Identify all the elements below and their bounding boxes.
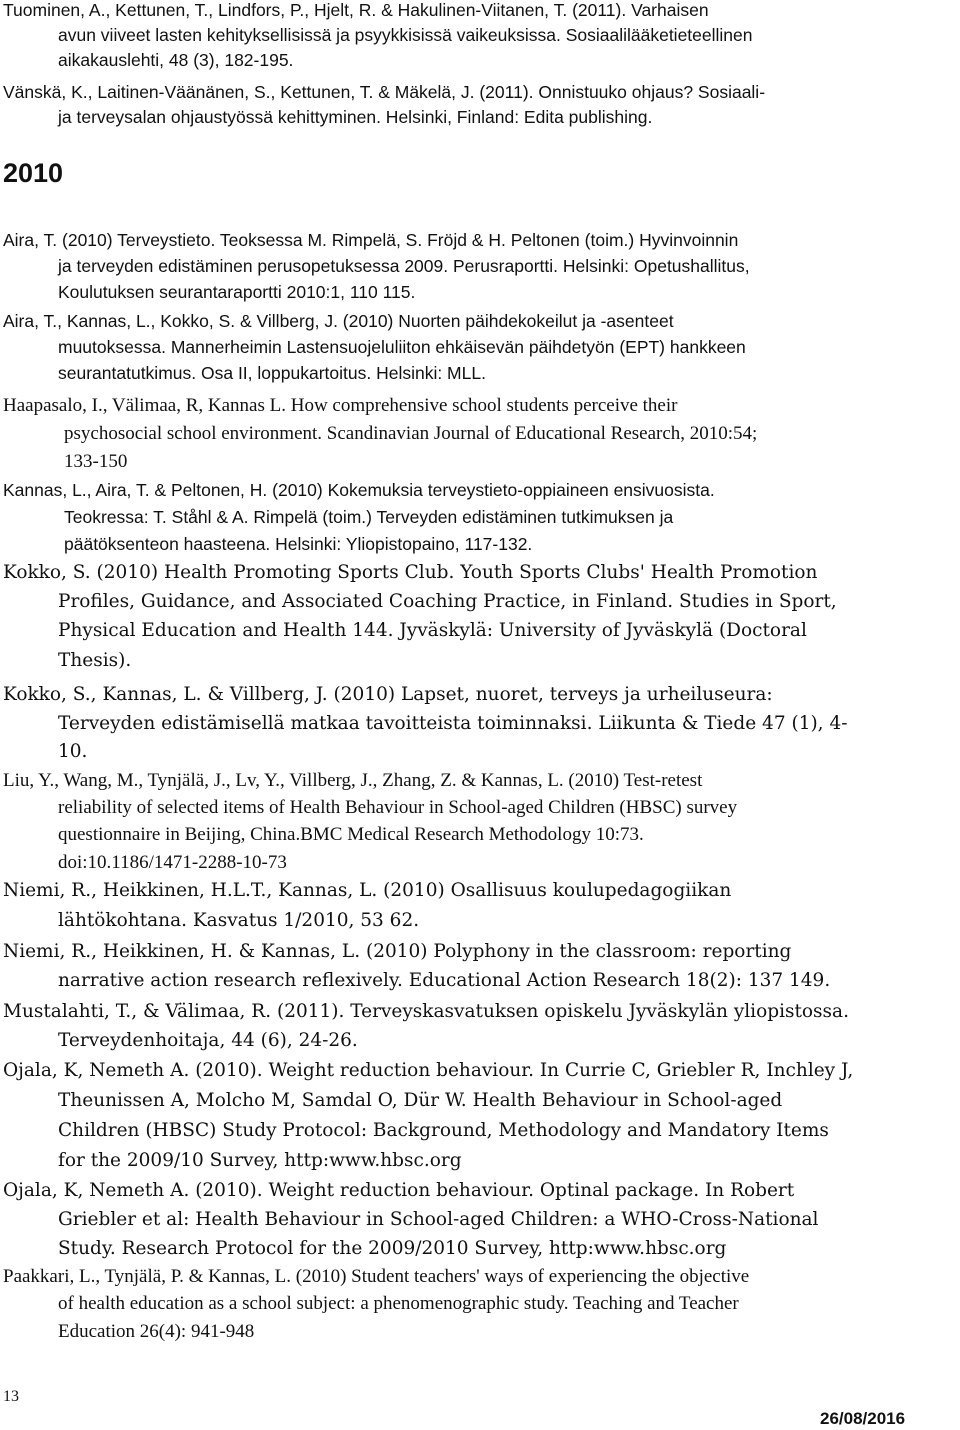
reference-line: ja terveyden edistäminen perusopetuksessa 2009. Perusraportti. Helsinki: Opetushallitus,	[58, 256, 750, 276]
reference-line: seurantatutkimus. Osa II, loppukartoitus. Helsinki: MLL.	[58, 363, 486, 383]
reference-line: muutoksessa. Mannerheimin Lastensuojeluliiton ehkäisevän päihdetyön (EPT) hankkeen	[58, 337, 746, 357]
reference-line: Education 26(4): 941-948	[58, 1321, 255, 1342]
reference-line: lähtökohtana. Kasvatus 1/2010, 53 62.	[58, 910, 420, 931]
reference-line: aikakauslehti, 48 (3), 182-195.	[58, 50, 294, 70]
reference-line: Teokressa: T. Ståhl & A. Rimpelä (toim.) Terveyden edistäminen tutkimuksen ja	[64, 507, 674, 527]
reference-line: Tuominen, A., Kettunen, T., Lindfors, P., Hjelt, R. & Hakulinen-Viitanen, T. (2011). Varhaisen	[3, 0, 709, 20]
reference-line: questionnaire in Beijing, China.BMC Medical Research Methodology 10:73.	[58, 824, 644, 845]
reference-line: Kokko, S., Kannas, L. & Villberg, J. (2010) Lapset, nuoret, terveys ja urheiluseura:	[3, 684, 773, 705]
reference-line: Vänskä, K., Laitinen-Väänänen, S., Kettunen, T. & Mäkelä, J. (2011). Onnistuuko ohjaus? Sosiaali-	[3, 82, 766, 102]
reference-line: 10.	[58, 741, 88, 762]
reference-line: Haapasalo, I., Välimaa, R, Kannas L. How comprehensive school students perceive their	[3, 395, 678, 416]
reference-line: Thesis).	[58, 650, 132, 671]
reference-line: psychosocial school environment. Scandinavian Journal of Educational Research, 2010:54;	[64, 423, 758, 444]
reference-line: of health education as a school subject: a phenomenographic study. Teaching and Teacher	[58, 1293, 739, 1314]
reference-line: Theunissen A, Molcho M, Samdal O, Dür W. Health Behaviour in School-aged	[58, 1090, 783, 1111]
reference-line: doi:10.1186/1471-2288-10-73	[58, 852, 287, 873]
reference-line: Paakkari, L., Tynjälä, P. & Kannas, L. (2010) Student teachers' ways of experiencing the objective	[3, 1266, 750, 1287]
reference-line: Griebler et al: Health Behaviour in School-aged Children: a WHO-Cross-National	[58, 1209, 819, 1230]
reference-line: for the 2009/10 Survey, http:www.hbsc.org	[58, 1150, 462, 1171]
section-heading-year: 2010	[3, 158, 64, 188]
reference-line: Terveyden edistämisellä matkaa tavoitteista toiminnaksi. Liikunta & Tiede 47 (1), 4-	[58, 713, 848, 734]
reference-line: Niemi, R., Heikkinen, H.L.T., Kannas, L. (2010) Osallisuus koulupedagogiikan	[3, 880, 732, 901]
reference-line: Aira, T. (2010) Terveystieto. Teoksessa M. Rimpelä, S. Fröjd & H. Peltonen (toim.) Hyvinvoinnin	[3, 230, 739, 250]
reference-line: ja terveysalan ohjaustyössä kehittyminen. Helsinki, Finland: Edita publishing.	[58, 107, 653, 127]
reference-line: Kokko, S. (2010) Health Promoting Sports Club. Youth Sports Clubs' Health Promotion	[3, 562, 818, 583]
reference-line: Children (HBSC) Study Protocol: Background, Methodology and Mandatory Items	[58, 1120, 829, 1141]
reference-line: päätöksenteon haasteena. Helsinki: Yliopistopaino, 117-132.	[64, 534, 533, 554]
page-number: 13	[3, 1388, 19, 1405]
reference-line: Physical Education and Health 144. Jyväskylä: University of Jyväskylä (Doctoral	[58, 620, 807, 641]
reference-line: Kannas, L., Aira, T. & Peltonen, H. (2010) Kokemuksia terveystieto-oppiaineen ensivuosista.	[3, 480, 715, 500]
reference-line: Aira, T., Kannas, L., Kokko, S. & Villberg, J. (2010) Nuorten päihdekokeilut ja -asenteet	[3, 311, 674, 331]
reference-line: narrative action research reflexively. Educational Action Research 18(2): 137 149.	[58, 970, 831, 991]
reference-line: Study. Research Protocol for the 2009/2010 Survey, http:www.hbsc.org	[58, 1238, 727, 1259]
reference-line: reliability of selected items of Health Behaviour in School-aged Children (HBSC) survey	[58, 797, 738, 818]
reference-line: 133-150	[64, 451, 128, 472]
reference-line: Mustalahti, T., & Välimaa, R. (2011). Terveyskasvatuksen opiskelu Jyväskylän yliopistossa.	[3, 1001, 849, 1022]
reference-line: Koulutuksen seurantaraportti 2010:1, 110 115.	[58, 282, 416, 302]
reference-line: avun viiveet lasten kehityksellisissä ja psyykkisissä vaikeuksissa. Sosiaalilääketieteellinen	[58, 25, 753, 45]
reference-line: Ojala, K, Nemeth A. (2010). Weight reduction behaviour. Optinal package. In Robert	[3, 1180, 795, 1201]
reference-line: Liu, Y., Wang, M., Tynjälä, J., Lv, Y., Villberg, J., Zhang, Z. & Kannas, L. (2010) Test-retest	[3, 770, 703, 791]
footer-date: 26/08/2016	[820, 1409, 906, 1428]
reference-line: Niemi, R., Heikkinen, H. & Kannas, L. (2010) Polyphony in the classroom: reporting	[3, 941, 792, 962]
reference-line: Profiles, Guidance, and Associated Coaching Practice, in Finland. Studies in Sport,	[58, 591, 837, 612]
reference-line: Ojala, K, Nemeth A. (2010). Weight reduction behaviour. In Currie C, Griebler R, Inchley J,	[3, 1060, 854, 1081]
reference-line: Terveydenhoitaja, 44 (6), 24-26.	[58, 1030, 358, 1051]
